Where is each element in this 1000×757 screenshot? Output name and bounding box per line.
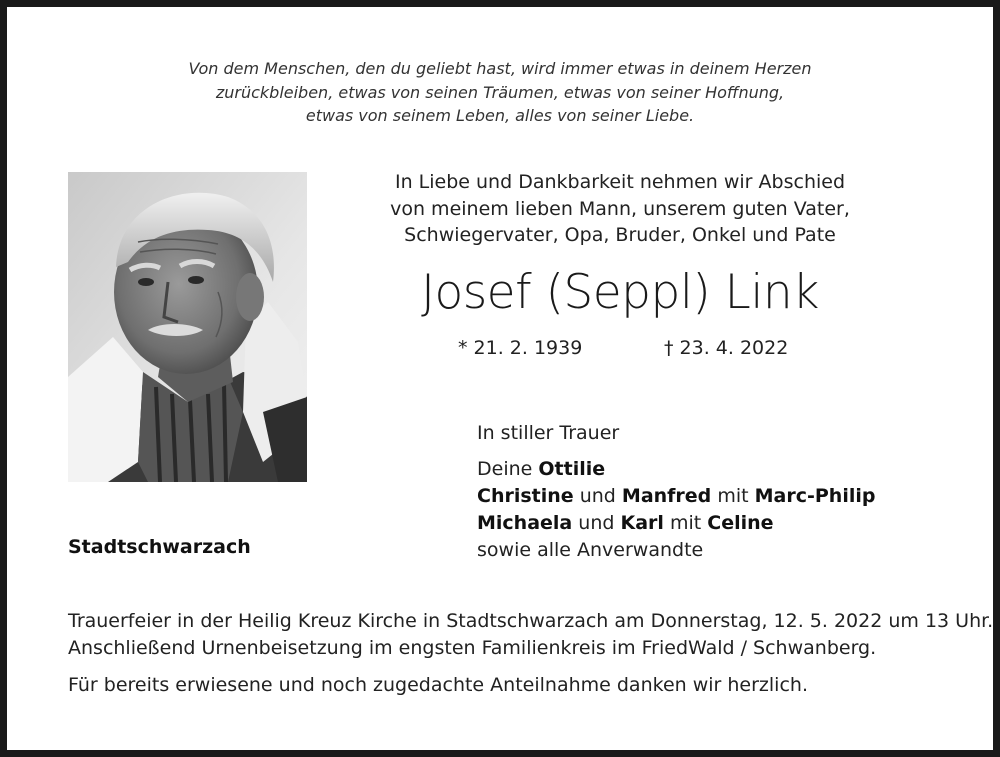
mourner-name: Christine bbox=[477, 485, 574, 507]
mourner-text: mit bbox=[663, 512, 708, 534]
intro-line: In Liebe und Dankbarkeit nehmen wir Abschied bbox=[394, 171, 846, 193]
mourner-row bbox=[477, 456, 937, 483]
quote-line: Von dem Menschen, den du geliebt hast, wird immer etwas in deinem Herzen bbox=[188, 59, 812, 78]
birth-date: * 21. 2. 1939 bbox=[458, 337, 583, 359]
mourner-text: und bbox=[573, 485, 622, 507]
mourner-name: Celine bbox=[707, 512, 774, 534]
mourner-row: sowie alle Anverwandte bbox=[477, 539, 704, 561]
mourner-text: Deine bbox=[477, 458, 539, 480]
mourning-heading: In stiller Trauer bbox=[477, 422, 620, 444]
mourner-name: Manfred bbox=[621, 485, 712, 507]
deceased-name: Josef (Seppl) Link bbox=[421, 265, 819, 320]
thanks-line: Für bereits erwiesene und noch zugedachte Anteilnahme danken wir herzlich. bbox=[68, 674, 808, 696]
memorial-quote bbox=[0, 57, 1000, 128]
mourner-text: und bbox=[572, 512, 621, 534]
burial-line: Anschließend Urnenbeisetzung im engsten Familienkreis im FriedWald / Schwanberg. bbox=[68, 637, 877, 659]
intro-line: Schwiegervater, Opa, Bruder, Onkel und Pate bbox=[404, 224, 836, 246]
mourner-row bbox=[477, 483, 937, 510]
place-name: Stadtschwarzach bbox=[68, 536, 251, 558]
intro-line: von meinem lieben Mann, unserem guten Vater, bbox=[390, 197, 850, 220]
mourner-text: mit bbox=[711, 485, 755, 507]
quote-line: zurückbleiben, etwas von seinen Träumen, etwas von seiner Hoffnung, bbox=[215, 82, 785, 102]
mourner-name: Michaela bbox=[477, 512, 573, 534]
mourner-row bbox=[477, 510, 937, 537]
ceremony-line: Trauerfeier in der Heilig Kreuz Kirche in Stadtschwarzach am Donnerstag, 12. 5. 2022 um 13 Uhr. bbox=[68, 610, 994, 632]
quote-line: etwas von seinem Leben, alles von seiner Liebe. bbox=[305, 106, 695, 125]
ceremony-info bbox=[68, 608, 994, 699]
death-date: † 23. 4. 2022 bbox=[664, 337, 789, 359]
farewell-intro bbox=[360, 169, 880, 249]
mourners-list bbox=[477, 420, 937, 564]
portrait-photo bbox=[68, 172, 307, 482]
mourner-name: Ottilie bbox=[538, 458, 606, 480]
portrait-image bbox=[68, 172, 307, 482]
mourner-name: Karl bbox=[620, 512, 664, 534]
mourner-name: Marc-Philip bbox=[754, 485, 876, 507]
